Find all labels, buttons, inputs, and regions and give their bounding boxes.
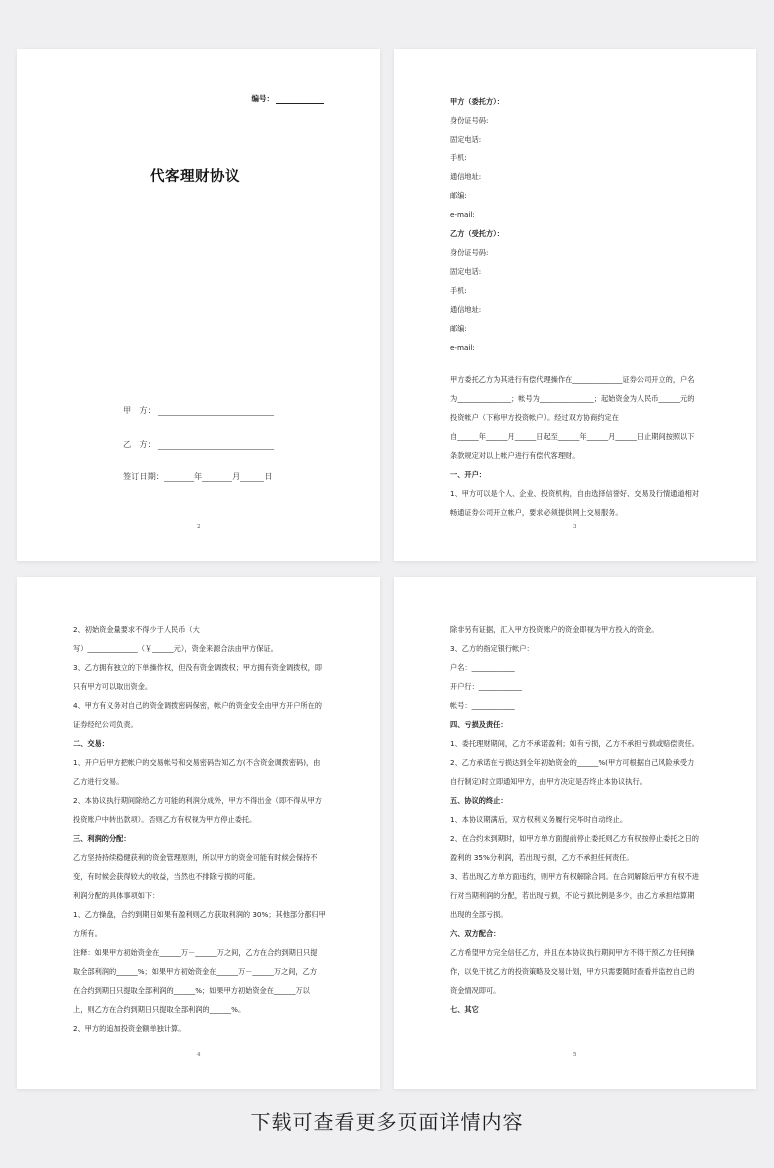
text-line: 3、若出现乙方单方面违约，则甲方有权解除合同。在合同解除后甲方有权不进 xyxy=(450,872,699,881)
document-page-terms xyxy=(394,577,756,1089)
text-line: 2、在合约未到期时，如甲方单方面提前停止委托则乙方有权按停止委托之日的 xyxy=(450,834,699,843)
sign-date-year-label: 年 xyxy=(193,471,203,481)
section-heading: 二、交易： xyxy=(73,739,109,748)
text-line: 1、乙方操盘，合约到期日如果有盈利则乙方获取利润的 30%；其他部分都归甲 xyxy=(73,910,326,919)
text-line: 取全部利润的______%；如果甲方初始资金在______万－______万之间，乙方 xyxy=(73,967,318,976)
section-heading: 一、开户： xyxy=(450,470,486,479)
text-line: 开户行：____________ xyxy=(450,682,522,691)
party-a-label: 甲 方： xyxy=(123,405,156,415)
page-number: 3 xyxy=(573,524,577,530)
section-heading: 四、亏损及责任： xyxy=(450,720,508,729)
section-heading: 六、双方配合： xyxy=(450,929,501,938)
text-line: 写）______________（￥______元），资金来源合法由甲方保证。 xyxy=(73,644,278,653)
text-line: 只有甲方可以取出资金。 xyxy=(73,682,153,691)
text-line: 为_______________；帐号为_______________；起始资金为人民币______元的 xyxy=(450,394,695,403)
text-line: 邮编: xyxy=(450,191,467,200)
text-line: 身份证号码: xyxy=(450,116,489,125)
text-line: e-mail: xyxy=(450,210,475,219)
text-line: 身份证号码: xyxy=(450,248,489,257)
document-page-parties xyxy=(394,49,756,561)
section-heading: 五、协议的终止： xyxy=(450,796,508,805)
document-title: 代客理财协议 xyxy=(150,169,240,185)
text-line: 资金情况即可。 xyxy=(450,986,501,995)
text-line: 利润分配的具体事项如下： xyxy=(73,891,160,900)
text-line: 自行制定)时立即通知甲方，由甲方决定是否终止本协议执行。 xyxy=(450,777,647,786)
sign-date-month-label: 月 xyxy=(232,471,241,481)
text-line: 手机: xyxy=(450,286,467,295)
document-page-cover xyxy=(17,49,380,561)
text-line: 2、甲方的追加投资金额单独计算。 xyxy=(73,1024,186,1033)
contract-number-label: 编号： xyxy=(251,94,274,103)
text-line: 通信地址: xyxy=(450,172,482,181)
text-line: 3、乙方的指定银行帐户： xyxy=(450,644,534,653)
text-line: 2、初始资金量要求不得少于人民币（大 xyxy=(73,625,200,634)
page-number: 5 xyxy=(573,1052,577,1058)
text-line: 除非另有证据，汇入甲方投资账户的资金即视为甲方投入的资金。 xyxy=(450,625,659,634)
text-line: 出现的全部亏损。 xyxy=(450,910,508,919)
section-heading: 乙方（受托方）： xyxy=(450,229,504,238)
text-line: 在合约到期日只提取全部利润的______%；如果甲方初始资金在______万以 xyxy=(73,986,310,995)
text-line: 2、乙方承诺在亏损达到全年初始资金的______%(甲方可根据自己风险承受力 xyxy=(450,758,695,767)
party-a-line xyxy=(158,407,274,416)
text-line: 固定电话: xyxy=(450,135,482,144)
section-heading: 三、利润的分配： xyxy=(73,834,131,843)
sign-date-day-label: 日 xyxy=(264,471,273,481)
text-line: 证券经纪公司负责。 xyxy=(73,720,138,729)
text-line: 固定电话: xyxy=(450,267,482,276)
text-line: 2、本协议执行期间除给乙方可能的利润分成外，甲方不得出金（即不得从甲方 xyxy=(73,796,322,805)
text-line: 投资帐户（下称甲方投资帐户）。经过双方协商约定在 xyxy=(450,413,619,422)
text-line: 乙方进行交易。 xyxy=(73,777,124,786)
text-line: 4、甲方有义务对自己的资金调拨密码保密，帐户的资金安全由甲方开户所在的 xyxy=(73,701,322,710)
document-page-trading xyxy=(17,577,380,1089)
text-line: 投资账户中转出款项）。否则乙方有权视为甲方停止委托。 xyxy=(73,815,257,824)
text-line: 帐号：____________ xyxy=(450,701,515,710)
text-line: 乙方坚持持续稳健获利的资金管理原则，所以甲方的资金可能有时候会保持不 xyxy=(73,853,318,862)
text-line: 行对当期利润的分配，若出现亏损，不论亏损比例是多少，由乙方承担结算期 xyxy=(450,891,695,900)
text-line: 条款规定对以上帐户进行有偿代客理财。 xyxy=(450,451,580,460)
party-b-signature xyxy=(123,439,274,450)
page-number: 4 xyxy=(197,1052,201,1058)
text-line: 通信地址: xyxy=(450,305,482,314)
text-line: 自______年______月______日起至______年______月______日止期间按照以下 xyxy=(450,432,695,441)
sign-date-label: 签订日期： xyxy=(123,471,164,481)
section-heading: 甲方（委托方）： xyxy=(450,97,504,106)
page-number: 2 xyxy=(197,524,201,530)
text-line: 1、本协议期满后，双方权利义务履行完毕时自动终止。 xyxy=(450,815,628,824)
sign-date xyxy=(123,471,273,482)
text-line: e-mail: xyxy=(450,343,475,352)
text-line: 畅通证券公司开立帐户，要求必须提供网上交易服务。 xyxy=(450,508,623,517)
text-line: 作，以免干扰乙方的投资策略及交易计划，甲方只需要随时查看并监控自己的 xyxy=(450,967,695,976)
contract-number xyxy=(252,93,325,104)
text-line: 户名：____________ xyxy=(450,663,515,672)
text-line: 注释：如果甲方初始资金在______万－______万之间，乙方在合约到期日只提 xyxy=(73,948,318,957)
text-line: 手机: xyxy=(450,153,467,162)
text-line: 上，则乙方在合约到期日只提取全部利润的______%。 xyxy=(73,1005,246,1014)
text-line: 乙方希望甲方完全信任乙方，并且在本协议执行期间甲方不得干预乙方任何操 xyxy=(450,948,695,957)
sign-date-month-blank xyxy=(202,473,232,482)
party-b-label: 乙 方： xyxy=(123,439,156,449)
party-a-signature xyxy=(123,405,274,416)
sign-date-year-blank xyxy=(164,473,194,482)
text-line: 甲方委托乙方为其进行有偿代理操作在______________证券公司开立的，户名 xyxy=(450,375,695,384)
text-line: 1、甲方可以是个人、企业、投资机构，自由选择信誉好、交易及行情通道相对 xyxy=(450,489,699,498)
contract-number-blank xyxy=(276,95,324,104)
section-heading: 七、其它 xyxy=(450,1005,479,1014)
text-line: 邮编: xyxy=(450,324,467,333)
text-line: 盈利的 35%分利润，若出现亏损，乙方不承担任何责任。 xyxy=(450,853,634,862)
text-line: 1、委托理财期间，乙方不承诺盈利；如有亏损，乙方不承担亏损或赔偿责任。 xyxy=(450,739,699,748)
text-line: 方所有。 xyxy=(73,929,102,938)
download-more-caption: 下载可查看更多页面详情内容 xyxy=(250,1110,524,1134)
party-b-line xyxy=(158,441,274,450)
sign-date-day-blank xyxy=(240,473,264,482)
text-line: 1、开户后甲方把帐户的交易帐号和交易密码告知乙方(不含资金调拨密码)，由 xyxy=(73,758,321,767)
text-line: 3、乙方拥有独立的下单操作权，但没有资金调拨权；甲方拥有资金调拨权，即 xyxy=(73,663,322,672)
text-line: 变，有时候会获得较大的收益，当然也不排除亏损的可能。 xyxy=(73,872,260,881)
